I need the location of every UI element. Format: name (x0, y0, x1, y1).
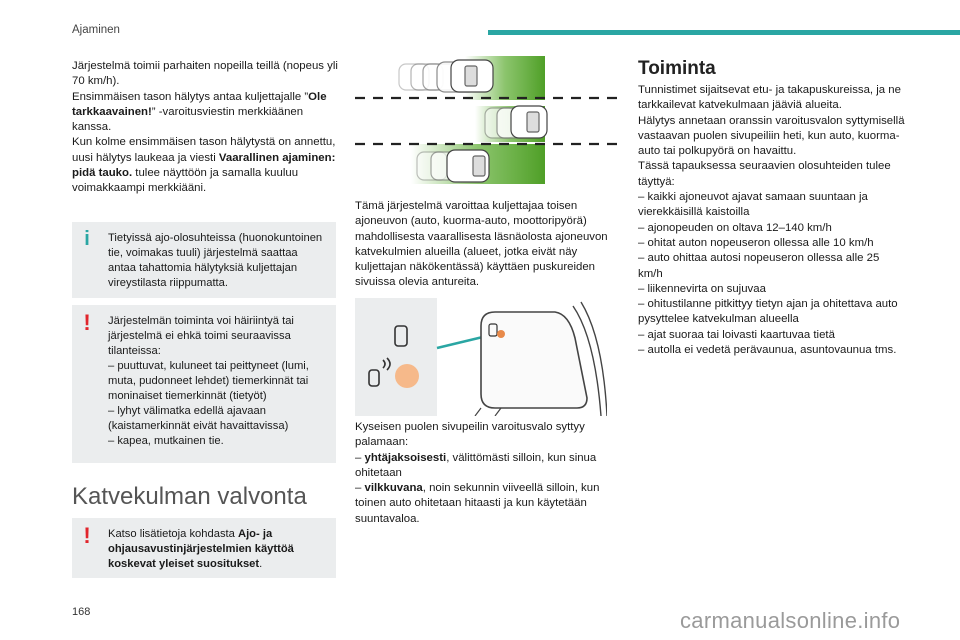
watermark: carmanualsonline.info (680, 608, 901, 633)
condition-item: – ajat suoraa tai loivasti kaartuvaa tietä (638, 328, 835, 341)
left-intro (72, 59, 340, 197)
info-note-text: Tietyissä ajo-olosuhteissa (huonokuntoinen tie, voimakas tuuli) järjestelmä saattaa antaa tahattomia hälytyksiä kuljettajan vireystilasta riippumatta. (108, 232, 323, 289)
subsection-title: Toiminta (638, 58, 716, 79)
warning-light (395, 364, 419, 388)
right-para-1: Tunnistimet sijaitsevat etu- ja takapuskureissa, ja ne tarkkailevat katvekulmaan jääviä alueita. (638, 84, 901, 112)
intro-para-2: Ensimmäisen tason hälytys antaa kuljettajalle ”Ole tarkkaavainen!” -varoitusviestin merkkiäänen kanssa. (72, 90, 327, 134)
pointer-line (437, 336, 487, 348)
intro-para-3: Kun kolme ensimmäisen tason hälytystä on annettu, uusi hälytys laukeaa ja viesti Vaarallinen ajaminen: pidä tauko. tulee näyttöön ja samalla kuuluu voimakkaampi merkkiääni. (72, 136, 336, 195)
header-section-title: Ajaminen (72, 24, 120, 36)
middle-para-1: Tämä järjestelmä varoittaa kuljettajaa toisen ajoneuvon (auto, kuorma-auto, moottoripyörä) mahdollisesta vaarallisesta läsnäolosta ajoneuvon katvekulmien alueilla (alueet, jotka eivät näy kuljettajan näkökentässä) käyttäen puskureiden sivuissa olevia antureita. (355, 200, 608, 289)
intro-para-1: Järjestelmä toimii parhaiten nopeilla teillä (nopeus yli 70 km/h). (72, 60, 338, 88)
condition-item: – auto ohittaa autosi nopeuseron ollessa alle 25 km/h (638, 252, 880, 280)
condition-item: – ohitustilanne pitkittyy tietyn ajan ja ohitettava auto pysyttelee katvekulman alueella (638, 298, 898, 326)
condition-item: – ajonopeuden on oltava 12–140 km/h (638, 221, 832, 234)
indicator-panel (355, 298, 437, 416)
right-para-3: Tässä tapauksessa seuraavien olosuhteiden tulee täyttyä: (638, 160, 891, 188)
reference-note-text: Katso lisätietoja kohdasta Ajo- ja ohjausavustinjärjestelmien käyttöä koskevat yleiset suositukset. (108, 528, 294, 570)
light-mode-item: – yhtäjaksoisesti, välittömästi silloin, kun sinua ohitetaan (355, 451, 597, 479)
section-title: Katvekulman valvonta (72, 483, 307, 510)
car-icon (417, 150, 489, 182)
message-take-break: Vaarallinen ajaminen: pidä tauko. (72, 151, 336, 180)
middle-para-2: Kyseisen puolen sivupeilin varoitusvalo syttyy palamaan: (355, 421, 585, 449)
message-be-careful: Ole tarkkaavainen! (72, 90, 327, 118)
warning-item: – kapea, mutkainen tie. (108, 435, 224, 447)
side-mirror-illustration (355, 298, 607, 416)
overtaking-car-icon (399, 60, 493, 92)
right-body (638, 83, 906, 358)
page-number: 168 (72, 606, 91, 618)
condition-item: – autolla ei vedetä perävaunua, asuntovaunua tms. (638, 344, 897, 357)
exclamation-icon: ! (83, 310, 91, 335)
warning-note-intro: Järjestelmän toiminta voi häiriintyä tai järjestelmä ei ehkä toimi seuraavissa tilanteissa: (108, 315, 294, 357)
condition-item: – liikennevirta on sujuvaa (638, 282, 766, 295)
light-mode-item: – vilkkuvana, noin sekunnin viiveellä silloin, kun toinen auto ohitetaan hitaasti ja kun käytetään suuntavaloa. (355, 482, 600, 525)
reference-note (72, 518, 336, 578)
right-para-2: Hälytys annetaan oranssin varoitusvalon syttymisellä vastaavan puolen sivupeiliin heti, kun auto, kuorma-auto tai polkupyörä on havaittu. (638, 114, 905, 158)
middle-lower (355, 420, 623, 527)
warning-item: – lyhyt välimatka edellä ajavaan (kaistamerkinnät eivät havaittavissa) (108, 405, 289, 432)
condition-item: – kaikki ajoneuvot ajavat samaan suuntaan ja vierekkäisillä kaistoilla (638, 191, 868, 219)
reference-link[interactable]: Ajo- ja ohjausavustinjärjestelmien käyttöä koskevat yleiset suositukset (108, 528, 294, 570)
info-note (72, 222, 336, 298)
blind-spot-illustration (355, 54, 617, 186)
warning-note (72, 305, 336, 463)
car-icon (485, 106, 547, 138)
condition-item: – ohitat auton nopeuseron ollessa alle 10 km/h (638, 236, 874, 249)
header-accent-bar (488, 30, 960, 35)
exclamation-icon: ! (83, 523, 91, 548)
info-icon: i (84, 228, 90, 250)
warning-item: – puuttuvat, kuluneet tai peittyneet (lumi, muta, pudonneet lehdet) tiemerkinnät tai moninaiset tiemerkinnät (tietyöt) (108, 360, 309, 402)
